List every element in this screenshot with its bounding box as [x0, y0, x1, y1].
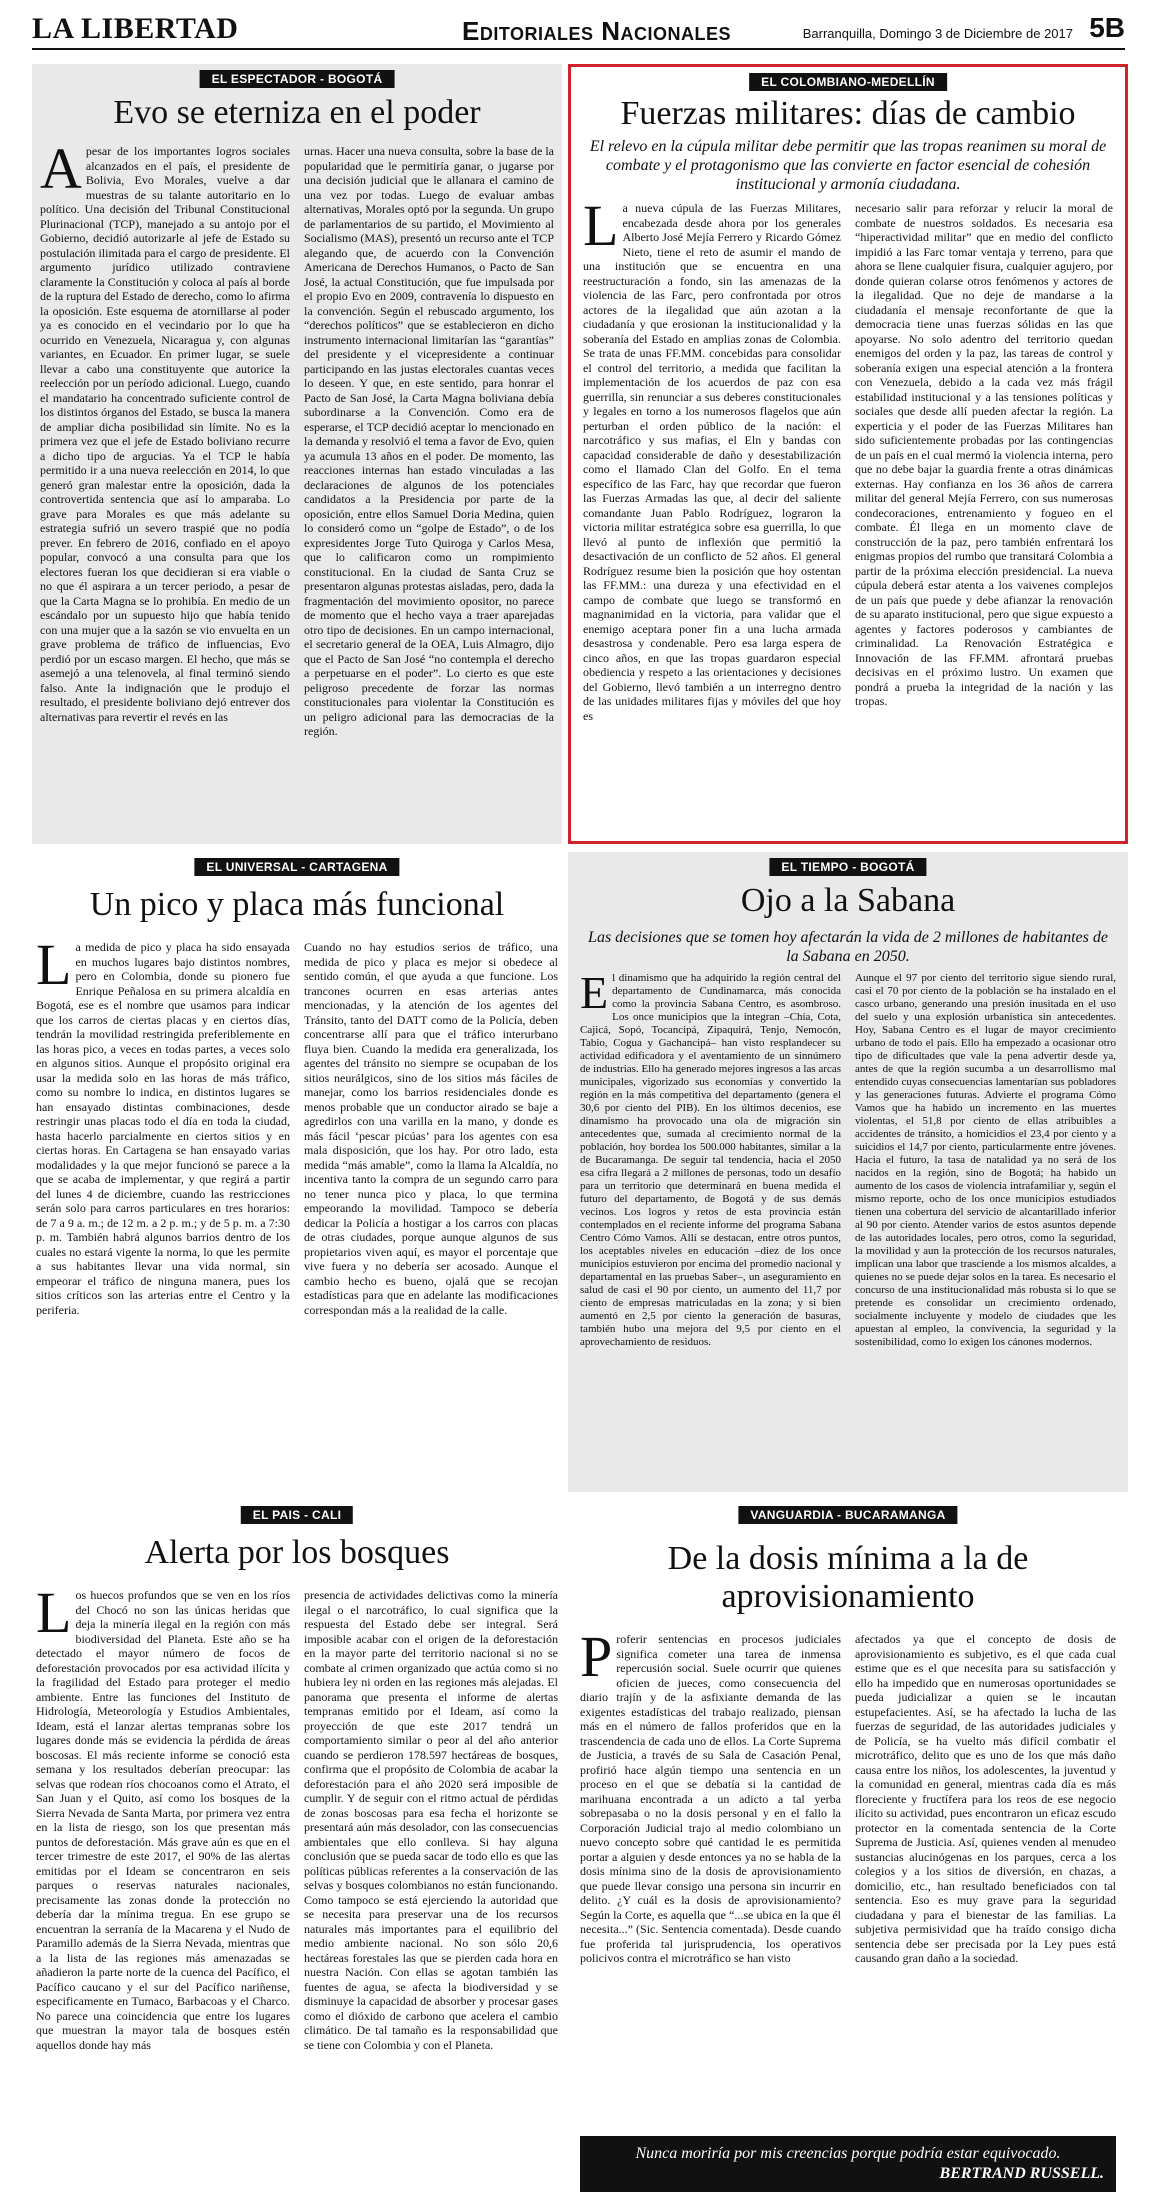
article-body: os huecos profundos que se ven en los ríos del Chocó no son las únicas heridas que deja la minería ilegal en la región con más biodiversidad del Planeta. Este año se ha detectado el mayor número de focos de deforestación provocados por esa actividad ilícita y la fragilidad del Estado para proteger el medio ambiente. Entre las funciones del Instituto de Hidrología, Meteorología y Estudios Ambientales, Ideam, está el lanzar alertas tempranas sobre los lugares donde más se evidencia la pérdida de áreas boscosas. El más reciente informe se conoció esta semana y los resultados deberían preocupar: las selvas que rodean ríos chocoanos como el Atrato, el San Juan y el Quito, así como los bosques de la Sierra Nevada de Santa Marta, por primera vez entra en la lista de riesgo, son los que presentan más puntos de deforestación. Más grave aún es que en el tercer trimestre de este 2017, el 90% de las alertas emitidas por el Ideam se concentraron en seis parques o reservas naturales nacionales, precisamente las zonas donde la protección no debería dar la mínima tregua. En ese grupo se encuentran la serranía de la Macarena y el Nudo de Paramillo además de la Sierra Nevada, mientras que a la lista de las regiones más amenazadas se añadieron la parte norte de la cuenca del Pacífico, el Pacífico caucano y el sur del Pacífico nariñense, especificamente en Tumaco, Barbacoas y el Charco. No parece una coincidencia que entre los lugares que muestran la mayor tala de bosques estén aquellos donde hay más: [36, 1588, 290, 2052]
quote-box: [580, 2136, 1116, 2192]
article-body: pesar de los importantes logros sociales alcanzados en el país, el presidente de Bolivia, Evo Morales, vuelve a dar muestras de su talante autoritario en lo político. Una decisión del Tribunal Constitucional Plurinacional (TCP), manejado a su antojo por el Gobierno, decidió autorizarle al jefe de Estado su postulación ilimitada para el cargo de presidente. El argumento jurídico utilizado contraviene claramente la Constitución y coloca al país al borde de la ruptura del Estado de derecho, como lo afirma la oposición. Este esquema de atornillarse al poder ya es conocido en el vecindario por lo que ha ocurrido en Venezuela, Nicaragua y, con algunas variantes, en Ecuador. En primer lugar, se suele llevar a cabo una constituyente que autorice la reelección por un período adicional. Luego, cuando el mandatario ha concentrado suficiente control de los distintos órganos del Estado, se busca la manera de ampliar dicha posibilidad sin límite. No es la primera vez que el jefe de Estado boliviano recurre a dicho tipo de argucias. Ya el TCP le había permitido ir a una nueva reelección en 2014, lo que generó gran malestar entre la oposición, dada la controvertida sentencia que así lo amparaba. Lo grave para Morales es que más adelante su estrategia sufrió un severo traspié que no podía prever. En febrero de 2016, confiado en el apoyo popular, convocó a una consulta para que los electores fueran los que decidieran si era viable o no que él aspirara a un tercer periodo, a pesar de que la Carta Magna se lo prohibía. En medio de un escándalo por un supuesto hijo que había tenido con una mujer que a la sazón se vio envuelta en un grave problema de tráfico de influencias, Evo perdió por un escaso margen. El hecho, que más se asemejó a una telenovela, al final terminó siendo falso. Ante la indignación que le produjo el resultado, el presidente boliviano dejó entrever dos alternativas para revertir el revés en las: [40, 144, 290, 724]
quote-author: BERTRAND RUSSELL.: [939, 2165, 1104, 2182]
dropcap: P: [580, 1632, 613, 1689]
article-headline: Un pico y placa más funcional: [89, 886, 505, 923]
article-source-tag: EL PAIS - CALI: [241, 1506, 353, 1524]
article-headline: Fuerzas militares: días de cambio: [620, 95, 1076, 132]
section-title: Editoriales Nacionales: [462, 16, 732, 46]
newspaper-name: LA LIBERTAD: [32, 12, 239, 45]
article-body: a nueva cúpula de las Fuerzas Militares, encabezada desde ahora por los generales Alberto José Mejía Ferrero y Ricardo Gómez Nieto, tiene el reto de asumir el mando de una institución que se encuentra en una reestructuración a fondo, sin las amenazas de la violencia de las Farc, pero confrontada por otros actores de la ilegalidad que aún azotan a la ciudadanía y que erosionan la institucionalidad y la soberanía del Estado en amplias zonas de Colombia. Se trata de unas FF.MM. concebidas para consolidar el control del territorio, a medida que facilitan la implementación de los acuerdos de paz con esa guerrilla, sin renunciar a sus deberes constitucionales y legales en torno a los numerosos flagelos que aún perturban el orden público de la nación: el narcotráfico y sus mafias, el Eln y bandas con capacidad considerable de daño y desestabilización como el llamado Clan del Golfo. En el tema específico de las Farc, hay que recordar que fueron las Fuerzas Armadas las que, al decir del saliente comandante Juan Pablo Rodríguez, lograron la victoria militar estratégica sobre esa guerrilla, lo que llevó al punto de inflexión que permitió la desactivación de un conflicto de 52 años. El general Rodríguez resume bien la posición que hoy ostentan las FF.MM.: una dureza y una efectividad en el campo de combate que luego se transformó en magnanimidad en la victoria, para validar que el enemigo aceptara poner fin a una lucha armada desastrosa y condenable. Pero esa larga espera de cinco años, en que las tropas guardaron especial obediencia y respeto a las orientaciones y decisiones del Gobierno, llevó también a un interregno dentro de las unidades militares fijas y móviles del que hoy es: [583, 201, 841, 723]
article-column-2: Aunque el 97 por ciento del territorio sigue siendo rural, casi el 70 por ciento de la población se ha instalado en el casco urbano, generando una presión inusitada en el uso del suelo y una explosión urbanística sin antecedentes. Hoy, Sabana Centro es el lugar de mayor crecimiento urbano de todo el país. Ello ha empezado a ocasionar otro tipo de dificultades que vale la pena advertir desde ya, antes de que la región sucumba a un desarrollismo mal entendido cuyas consecuencias lamentarían sus pobladores y las generaciones futuras. Advierte el programa Cómo Vamos que ha habido un incremento en las muertes violentas, el 51,8 por ciento de ellas atribuibles a accidentes de tránsito, a homicidios el 23,4 por ciento y a suicidios el 14,7 por ciento, particularmente entre jóvenes. Hacia el futuro, la tasa de natalidad ya no será de los nacidos en la región, sino de Bogotá; ha habido un aumento de los casos de violencia intrafamiliar y, según el mismo reporte, ocho de los once municipios estudiados tienen una cobertura del servicio de alcantarillado inferior al 90 por ciento. Atender varios de estos asuntos depende de las autoridades locales, pero otros, como la seguridad, la movilidad y aun la protección de los recursos naturales, implican una labor que trasciende a los mismos alcaldes, a quienes no se puede dejar solos en la tarea. Es necesario el concurso de una institucionalidad más robusta si lo que se pretende es consolidar un crecimiento ordenado, socialmente incluyente y modelo de ciudades que les apuestan al empleo, la convivencia, la seguridad y la sostenibilidad, como lo exigen los cánones modernos.: [855, 972, 1116, 1348]
masthead: [32, 8, 1125, 50]
article-body: roferir sentencias en procesos judiciales significa cometer una tarea de inmensa repercusión social. Suele ocurrir que quienes oficien de jueces, como consecuencia del diario trajín y de la asfixiante demanda de las exigentes estadísticas del trabajo realizado, piensan más en el número de fallos proferidos que en la trascendencia de cada uno de ellos. La Corte Suprema de Justicia, a través de su Sala de Casación Penal, profirió hace algún tiempo una sentencia en un proceso en el que se debatía si la cantidad de marihuana encontrada a un adicto a tal yerba sobrepasaba o no la dosis personal y en el fallo la Corporación Judicial trajo al medio colombiano un nuevo concepto sobre qué cantidad le es permitida portar a alguien y desde entonces ya no se habla de la dosis mínima sino de la dosis de aprovisionamiento que puede llevar consigo una persona sin incurrir en delito. ¿Y cuál es la dosis de aprovisionamiento? Según la Corte, es aquella que “...se ubica en la que él necesita...” (Sic. Sentencia comentada). Desde cuando fue proferida tal jurisprudencia, los operativos policivos contra el microtráfico se han visto: [580, 1632, 841, 1965]
article-column-2: Cuando no hay estudios serios de tráfico, una medida de pico y placa es mejor si obedece al sentido común, el que ayuda a que funcione. Los trancones ocurren en esas arterias antes mencionadas, y la atención de los agentes del Tránsito, tanto del DATT como de la Policía, deben concentrarse allí para que el tráfico interurbano fluya bien. Cuando la medida era generalizada, los agentes del tránsito no siempre se ocupaban de los sitios neurálgicos, sino de los sitios más fáciles de manejar, como los barrios residenciales donde es menos probable que un conductor airado se baje a agredirlos con una varilla en la mano, y donde es más fácil ‘pescar picúas’ para los agentes con esa mala disposición, que los hay. Por otro lado, esta medida “más amable”, como la llama la Alcaldía, no incentiva tanto la compra de un segundo carro para no tener nunca pico y placa, lo que termina empeorando la movilidad. Tampoco se debería dedicar la Policía a hostigar a los carros con placas de otras ciudades, porque aunque algunos de sus propietarios viven aquí, es mayor el porcentaje que vive fuera y no debería ser acosado. Aunque el cambio hecho es bueno, ojalá que se recojan estadísticas para que en adelante las modificaciones correspondan más a la realidad de la calle.: [304, 940, 558, 1317]
article-fuerzas-militares: [568, 64, 1128, 844]
article-column-2: necesario salir para reforzar y relucir la moral de combate de nuestros soldados. Es necesaria esa “hiperactividad militar” que en medio del conflicto impidió a las Farc tomar ventaja y terreno, para que ahora se llene cualquier fisura, cualquier agujero, por donde quieran colarse otros fenómenos y actores de la ilegalidad. Que no deje de mandarse a la ciudadanía el mensaje reconfortante de que la democracia tiene unas fuerzas sólidas en las que apoyarse. No solo adentro del territorio quedan enemigos del orden y la paz, las tareas de control y soberanía exigen una especial atención a la frontera con Venezuela, debido a la cada vez más frágil estabilidad institucional y a las tensiones políticas y sociales que desde allí pueden afectar la región. La experticia y el poder de las Fuerzas Militares han sido suficientemente probadas por las contingencias de un país en el cual mermó la violencia interna, pero que no debe bajar la guardia frente a otras dinámicas externas. Hay confianza en los 36 años de carrera militar del general Mejía Ferrero, con sus numerosas condecoraciones, entrenamiento y fogueo en el combate. Él llega en un momento clave de construcción de la paz, pero también enfrentará los enigmas propios del rumbo que transitará Colombia a partir de la próxima elección presidencial. La nueva cúpula deberá estar atenta a los vaivenes complejos de un país que puede y debe afianzar la renovación de su aparato institucional, pero que sigue expuesto a agentes y factores poderosos y cambiantes de criminalidad. La Renovación Estratégica e Innovación de las FF.MM. afrontará pruebas decisivas en el próximo lustro. Un examen que pondrá a prueba la integridad de la nación y las tropas.: [855, 201, 1113, 708]
article-column-2: afectados ya que el concepto de dosis de aprovisionamiento es subjetivo, es el que cada cual estime que es el que necesita para su satisfacción y ello ha impedido que en numerosas oportunidades se pueda judicializar a quien se le incautan estupefacientes. Así, se ha afectado la lucha de las fuerzas de seguridad, de las autoridades judiciales y de Policía, se ha vuelto más difícil combatir el microtráfico, delito que es uno de los que más daño causa entre los niños, los adolescentes, la juventud y la comunidad en general, mientras cada día es más floreciente y fructífera para los reos de ese negocio ilícito su actividad, pues encontraron un eficaz escudo protector en la comentada sentencia de la Corte Suprema de Justicia. Así, quienes venden al menudeo sustancias alucinógenas en los parques, cerca a los colegios y a los sitios de diversión, en chazas, a domicilio, etc., han resultado beneficiados con tal sentencia. Eso es muy grave para la seguridad ciudadana y para el bienestar de las familias. La subjetiva permisividad que ha traído consigo dicha sentencia debe ser precisada por la Ley pues está causando gran daño a la sociedad.: [855, 1632, 1116, 1965]
article-dosis-minima: [568, 1500, 1128, 2200]
article-column-1: [580, 972, 841, 1488]
dropcap: A: [40, 144, 82, 201]
article-headline: Evo se eterniza en el poder: [113, 94, 481, 131]
article-deck: El relevo en la cúpula militar debe permitir que las tropas reanimen su moral de combate y el protagonismo que las convierte en factor esencial de cohesión institucional y armonía ciudadana.: [589, 138, 1107, 193]
dropcap: L: [36, 940, 72, 997]
article-source-tag: VANGUARDIA - BUCARAMANGA: [738, 1506, 957, 1524]
article-source-tag: EL UNIVERSAL - CARTAGENA: [194, 858, 399, 876]
article-headline: Alerta por los bosques: [144, 1534, 450, 1571]
article-column-2: presencia de actividades delictivas como la minería ilegal o el narcotráfico, lo cual significa que la respuesta del Estado debe ser integral. Será imposible acabar con el origen de la deforestación en la mayor parte del territorio nacional si no se combate al crimen organizado que actúa como si no hubiera ley ni orden en las regiones más alejadas. El panorama que presenta el informe de alertas tempranas emitido por el Ideam, así como la proyección de que este 2017 tendrá un comportamiento similar o peor al del año anterior cuando se perdieron 178.597 hectáreas de bosques, confirma que el propósito de Colombia de acabar la deforestación para el año 2020 será imposible de cumplir. Y de seguir con el ritmo actual de pérdidas de zonas boscosas para esa fecha el horizonte se presentará aún más desolador, con las consecuencias ambientales que ello conlleva. Si hay alguna conclusión que se pueda sacar de todo ello es que las políticas públicas referentes a la conservación de las selvas y bosques colombianos no están funcionando. Como tampoco se está ejerciendo la autoridad que se necesita para preservar una de los recursos naturales más importantes para el equilibrio del medio ambiente nacional. No son sólo 20,6 hectáreas forestales las que se pierden cada hora en nuestra Nación. Con ellas se agotan también las fuentes de agua, se afecta la biodiversidad y se disminuye la capacidad de absorber y procesar gases como el dióxido de carbono que acelera el cambio climático. De tal tamaño es la responsabilidad que se tiene con Colombia y con el Planeta.: [304, 1588, 558, 2052]
article-source-tag: EL ESPECTADOR - BOGOTÁ: [200, 70, 395, 88]
dateline: Barranquilla, Domingo 3 de Diciembre de 2017: [802, 26, 1073, 41]
page-number: 5B: [1089, 12, 1125, 43]
article-source-tag: EL TIEMPO - BOGOTÁ: [769, 858, 926, 876]
article-headline: De la dosis mínima a la de aprovisionamiento: [667, 1540, 1029, 1615]
article-source-tag: EL COLOMBIANO-MEDELLÍN: [749, 73, 947, 91]
article-body: a medida de pico y placa ha sido ensayada en muchos lugares bajo distintos nombres, pero en Colombia, donde su pionero fue Enrique Peñalosa en su primera alcaldía en Bogotá, ese es el nombre que usamos para indicar que los carros de ciertas placas y en ciertos días, tendrán la movilidad restringida preferiblemente en las horas pico, a veces en todas partes, a veces solo en algunos sitios. Aunque el propósito original era usar la medida solo en las horas de más tráfico, como su nombre lo indica, en distintos lugares se han ensayado distintas combinaciones, desde restringir unas placas todo el día en toda la ciudad, hasta hacerlo parcialmente en ciertos sitios y en ciertas horas. En Cartagena se han ensayado varias modalidades y la que mejor funcionó se parece a la que se acaba de implementar, y que regirá a partir del lunes 4 de diciembre, cuando las restricciones serán solo para carros particulares en tres horarios: de 7 a 9 a. m.; de 12 m. a 2 p. m.; y de 5 p. m. a 7:30 p. m. También habrá algunos barrios dentro de los cuales no estará vigente la norma, lo que les permite a sus habitantes llevar una vida normal, sin empeorar el tráfico de ninguna manera, pues los sitios críticos son las arterias entre el Centro y la periferia.: [36, 940, 290, 1317]
article-headline: Ojo a la Sabana: [740, 882, 956, 919]
article-evo: [32, 64, 562, 844]
article-column-1: [40, 144, 290, 838]
article-column-1: [36, 1588, 290, 2196]
dropcap: L: [36, 1588, 72, 1645]
dropcap: E: [580, 972, 609, 1018]
article-deck: Las decisiones que se tomen hoy afectarán la vida de 2 millones de habitantes de la Sabana en 2050.: [588, 929, 1108, 965]
article-column-1: [36, 940, 290, 1488]
quote-text: Nunca moriría por mis creencias porque podría estar equivocado.: [635, 2145, 1061, 2162]
article-ojo-a-la-sabana: [568, 852, 1128, 1492]
article-body: l dinamismo que ha adquirido la región central del departamento de Cundinamarca, más conocida como la provincia Sabana Centro, es asombroso. Los once municipios que la integran –Chía, Cota, Cajicá, Sopó, Tocancipá, Zipaquirá, Tenjo, Nemocón, Tabio, Cogua y Gachancipá– han visto resplandecer su actividad edificadora y el aventamiento de un sinnúmero de industrias. Ello ha generado mejores ingresos a las arcas municipales, vigorizado sus economías y convertido la región en la más competitiva del departamento (genera el 30,6 por ciento del PIB). En los últimos decenios, ese dinamismo ha provocado una ola de migración sin antecedentes que, sumada al crecimiento normal de la población, hoy bordea los 500.000 habitantes, similar a la de Bucaramanga. De seguir tal tendencia, hacia el 2050 esa cifra llegará a 2 millones de personas, todo un desafío para un territorio que determinará en buena medida el futuro del departamento, de Bogotá y de sus demás vecinos. Los logros y retos de esta provincia están contemplados en el reciente informe del programa Sabana Centro Cómo Vamos. Allí se destacan, entre otros puntos, los aceptables niveles en educación –diez de los once municipios estuvieron por encima del promedio nacional y departamental en las pruebas Saber–, un aseguramiento en salud de casi el 90 por ciento, un aumento del 11,7 por ciento de empresas matriculadas en la zona; y si bien aumentó en 2,5 por ciento la generación de basuras, también hubo una mejora del 9,5 por ciento en el aprovechamiento de residuos.: [580, 972, 841, 1348]
article-alerta-por-los-bosques: [32, 1500, 562, 2200]
dropcap: L: [583, 201, 619, 258]
article-column-1: [583, 201, 841, 835]
article-pico-y-placa: [32, 852, 562, 1492]
article-column-2: urnas. Hacer una nueva consulta, sobre la base de la popularidad que le permitiría ganar, o jugarse por una decisión judicial que le allanara el camino de una vez por todas. Luego de evaluar ambas alternativas, Morales optó por la segunda. Un grupo de parlamentarios de su partido, el Movimiento al Socialismo (MAS), presentó un recurso ante el TCP alegando que, de acuerdo con la Convención Americana de Derechos Humanos, o Pacto de San José, la actual Constitución, que fue impulsada por el propio Evo en 2009, contravenía lo dispuesto en la convención. Según el rebuscado argumento, los “derechos políticos” que se establecieron en dicho instrumento internacional limitarían las “garantías” del presidente y el vicepresidente a continuar participando en las justas electorales cuantas veces lo deseen. Y que, en este sentido, para honrar el Pacto de San José, la Carta Magna boliviana debía subordinarse a la Convención. Como era de esperarse, el TCP decidió aceptar lo mencionado en la demanda y resolvió el tema a favor de Evo, quien ya acumula 13 años en el poder. De momento, las reacciones internas han estado vinculadas a las declaraciones de algunos de los potenciales candidatos a la Presidencia por parte de la oposición, entre ellos Samuel Doria Medina, quien lo consideró como un “golpe de Estado”, o de los expresidentes Jorge Tuto Quiroga y Carlos Mesa, que lo calificaron como un rompimiento constitucional. En la ciudad de Santa Cruz se presentaron algunas protestas aisladas, pero, dada la fragmentación del movimiento opositor, no parece de momento que el hecho vaya a traer aparejadas otro tipo de decisiones. En un campo internacional, el secretario general de la OEA, Luis Almagro, dijo que el Pacto de San José “no contempla el derecho a perpetuarse en el poder”. Lo cierto es que este peligroso precedente de forzar las normas constitucionales para violentar la Constitución es un peligro adicional para las democracias de la región.: [304, 144, 554, 738]
article-column-1: [580, 1632, 841, 2130]
